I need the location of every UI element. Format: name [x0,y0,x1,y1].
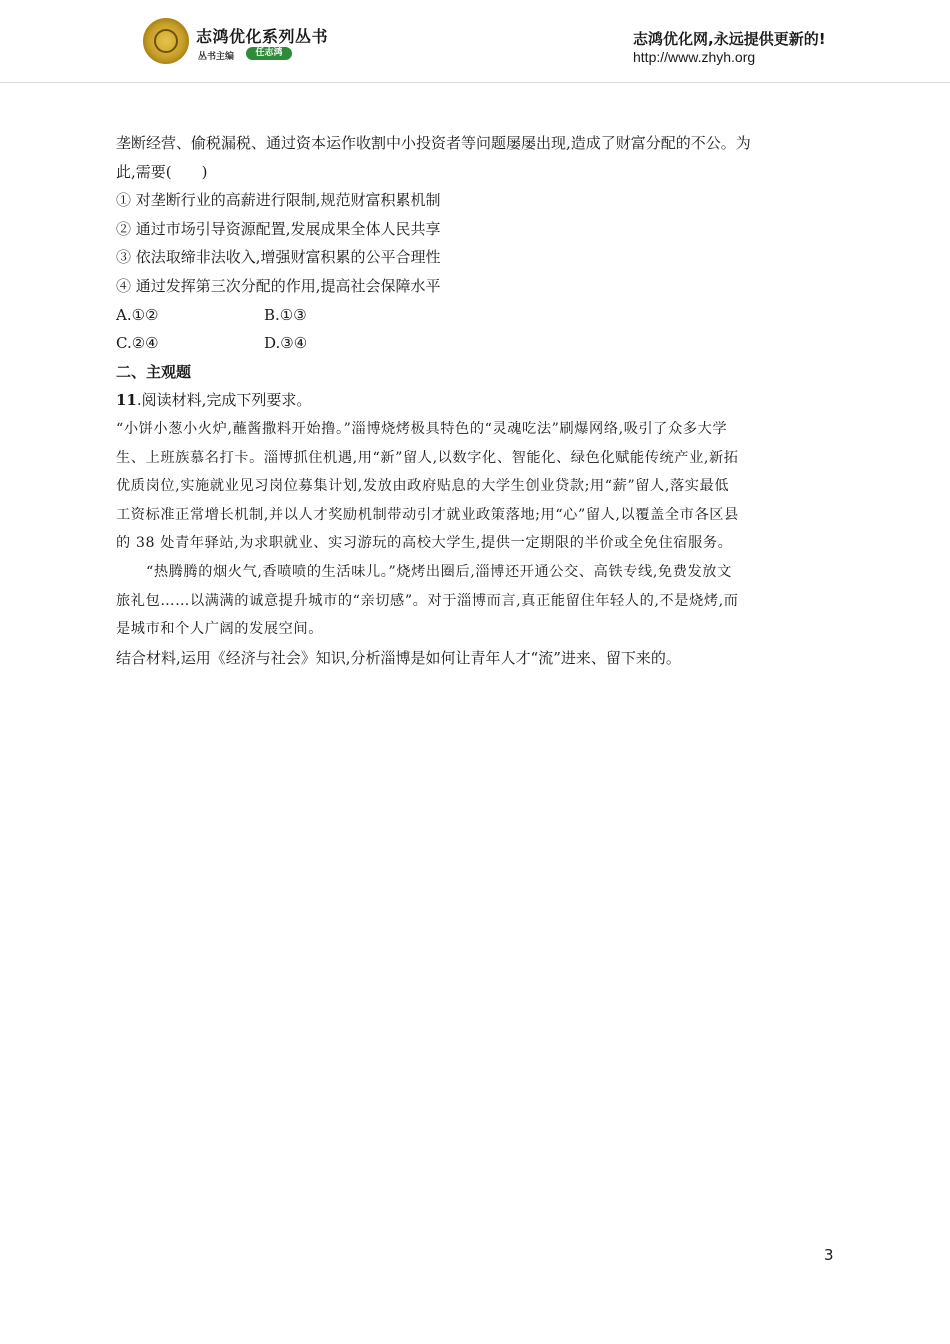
q11-instruction [116,386,836,415]
q11-material-line: 优质岗位,实施就业见习岗位募集计划,发放由政府贴息的大学生创业贷款;用“薪”留人,落实最低 [116,478,730,495]
q10-stem-line: 垄断经营、偷税漏税、通过资本运作收割中小投资者等问题屡屡出现,造成了财富分配的不公。为 [116,134,751,152]
q10-options-row [116,329,836,358]
q11-material-line: 工资标准正常增长机制,并以人才奖励机制带动引才就业政策落地;用“心”留人,以覆盖全市各区县 [116,506,739,523]
q10-statement-1: ① 对垄断行业的高薪进行限制,规范财富积累机制 [116,191,441,210]
q11-material-line: “热腾腾的烟火气,香喷喷的生活味儿。”烧烤出圈后,淄博还开通公交、高铁专线,免费发放文 [146,563,732,580]
q11-material-line: 是城市和个人广阔的发展空间。 [116,621,324,638]
q11-material-line: 的 38 处青年驿站,为求职就业、实习游玩的高校大学生,提供一定期限的半价或全免住宿服务。 [116,535,733,552]
q11-material-line: 旅礼包……以满满的诚意提升城市的“亲切感”。对于淄博而言,真正能留住年轻人的,不是烧烤,而 [116,592,739,609]
q10-statement-4: ④ 通过发挥第三次分配的作用,提高社会保障水平 [116,276,441,295]
q10-option-b: B.①③ [264,305,307,324]
editor-label: 丛书主编 [198,52,235,62]
q10-option-c: C.②④ [116,334,159,353]
q11-task: 结合材料,运用《经济与社会》知识,分析淄博是如何让青年人才“流”进来、留下来的。 [116,648,681,667]
page-content [116,129,836,672]
q11-instruction-text: .阅读材料,完成下列要求。 [136,391,312,410]
editor-name-badge: 任志鸿 [246,47,292,60]
header-divider [0,82,950,83]
site-url[interactable]: http://www.zhyh.org [633,49,756,65]
q11-material-line: “小饼小葱小火炉,蘸酱撒料开始撸。”淄博烧烤极具特色的“灵魂吃法”刷爆网络,吸引了众多大学 [116,420,728,437]
publisher-seal-logo [143,18,189,64]
q10-option-a: A.①② [116,305,159,324]
section-heading: 二、主观题 [116,362,192,381]
q10-options-row [116,301,836,330]
question-number: 11 [116,391,137,410]
page-header [0,0,950,84]
q10-statement-2: ② 通过市场引导资源配置,发展成果全体人民共享 [116,219,441,238]
page-number: 3 [824,1246,834,1264]
series-title: 志鸿优化系列丛书 [196,27,329,46]
q10-option-d: D.③④ [264,334,308,353]
q10-statement-3: ③ 依法取缔非法收入,增强财富积累的公平合理性 [116,248,441,267]
q11-material-line: 生、上班族慕名打卡。淄博抓住机遇,用“新”留人,以数字化、智能化、绿色化赋能传统产业,新拓 [116,449,739,466]
header-slogan: 志鸿优化网,永远提供更新的! [633,30,826,48]
q10-stem-line: 此,需要( ) [116,162,208,181]
